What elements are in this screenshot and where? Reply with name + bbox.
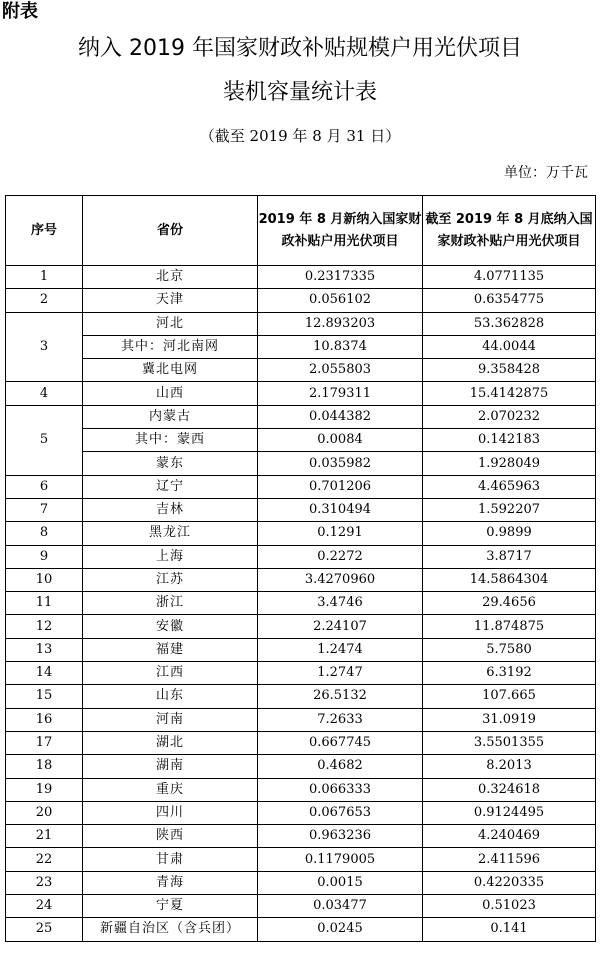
total-capacity-cell: 0.4220335	[423, 871, 596, 894]
table-row	[6, 871, 596, 894]
total-capacity-cell: 31.0919	[423, 708, 596, 731]
total-capacity-cell: 0.142183	[423, 429, 596, 452]
header-no: 序号	[6, 196, 83, 266]
total-capacity-cell: 4.465963	[423, 475, 596, 498]
table-row	[6, 382, 596, 405]
table-row	[6, 825, 596, 848]
province-cell: 天津	[83, 289, 258, 312]
province-cell: 湖南	[83, 755, 258, 778]
total-capacity-cell: 0.324618	[423, 778, 596, 801]
row-number: 17	[6, 731, 83, 754]
total-capacity-cell: 53.362828	[423, 312, 596, 335]
province-cell: 江西	[83, 662, 258, 685]
table-row	[6, 895, 596, 918]
row-number: 13	[6, 638, 83, 661]
new-capacity-cell: 0.1291	[258, 522, 423, 545]
table-row	[6, 522, 596, 545]
new-capacity-cell: 0.0084	[258, 429, 423, 452]
province-cell: 湖北	[83, 731, 258, 754]
total-capacity-cell: 2.070232	[423, 405, 596, 428]
capacity-table	[5, 195, 596, 942]
row-number: 14	[6, 662, 83, 685]
new-capacity-cell: 0.0245	[258, 918, 423, 941]
new-capacity-cell: 2.055803	[258, 359, 423, 382]
new-capacity-cell: 3.4746	[258, 592, 423, 615]
table-row	[6, 731, 596, 754]
province-cell: 辽宁	[83, 475, 258, 498]
table-row	[6, 452, 596, 475]
table-row	[6, 475, 596, 498]
total-capacity-cell: 44.0044	[423, 335, 596, 358]
province-cell: 四川	[83, 801, 258, 824]
new-capacity-cell: 12.893203	[258, 312, 423, 335]
province-cell: 陕西	[83, 825, 258, 848]
row-number: 20	[6, 801, 83, 824]
total-capacity-cell: 2.411596	[423, 848, 596, 871]
new-capacity-cell: 0.067653	[258, 801, 423, 824]
total-capacity-cell: 6.3192	[423, 662, 596, 685]
total-capacity-cell: 9.358428	[423, 359, 596, 382]
table-row	[6, 429, 596, 452]
province-cell: 新疆自治区（含兵团）	[83, 918, 258, 941]
header-province: 省份	[83, 196, 258, 266]
row-number: 1	[6, 266, 83, 289]
table-row	[6, 848, 596, 871]
total-capacity-cell: 14.5864304	[423, 568, 596, 591]
row-number: 8	[6, 522, 83, 545]
province-cell: 黑龙江	[83, 522, 258, 545]
province-cell: 浙江	[83, 592, 258, 615]
new-capacity-cell: 0.2317335	[258, 266, 423, 289]
table-body	[6, 266, 596, 942]
new-capacity-cell: 2.179311	[258, 382, 423, 405]
row-number: 18	[6, 755, 83, 778]
total-capacity-cell: 3.8717	[423, 545, 596, 568]
new-capacity-cell: 0.0015	[258, 871, 423, 894]
page-subtitle: 装机容量统计表	[222, 80, 377, 105]
new-capacity-cell: 0.963236	[258, 825, 423, 848]
table-row	[6, 312, 596, 335]
header-new: 2019 年 8 月新纳入国家财政补贴户用光伏项目	[258, 196, 423, 266]
new-capacity-cell: 0.044382	[258, 405, 423, 428]
province-cell: 其中：蒙西	[83, 429, 258, 452]
table-row	[6, 592, 596, 615]
province-cell: 甘肃	[83, 848, 258, 871]
province-cell: 吉林	[83, 498, 258, 521]
province-cell: 北京	[83, 266, 258, 289]
province-cell: 安徽	[83, 615, 258, 638]
new-capacity-cell: 0.667745	[258, 731, 423, 754]
table-row	[6, 685, 596, 708]
table-row	[6, 498, 596, 521]
total-capacity-cell: 15.4142875	[423, 382, 596, 405]
new-capacity-cell: 0.03477	[258, 895, 423, 918]
row-number: 22	[6, 848, 83, 871]
total-capacity-cell: 0.51023	[423, 895, 596, 918]
total-capacity-cell: 3.5501355	[423, 731, 596, 754]
new-capacity-cell: 0.701206	[258, 475, 423, 498]
row-number: 15	[6, 685, 83, 708]
table-row	[6, 801, 596, 824]
new-capacity-cell: 1.2747	[258, 662, 423, 685]
province-cell: 青海	[83, 871, 258, 894]
province-cell: 冀北电网	[83, 359, 258, 382]
table-header-row	[6, 196, 596, 266]
table-row	[6, 615, 596, 638]
row-number: 3	[6, 312, 83, 382]
total-capacity-cell: 5.7580	[423, 638, 596, 661]
total-capacity-cell: 1.592207	[423, 498, 596, 521]
total-capacity-cell: 0.9124495	[423, 801, 596, 824]
total-capacity-cell: 0.141	[423, 918, 596, 941]
province-cell: 上海	[83, 545, 258, 568]
row-number: 6	[6, 475, 83, 498]
total-capacity-cell: 0.6354775	[423, 289, 596, 312]
row-number: 10	[6, 568, 83, 591]
table-row	[6, 545, 596, 568]
new-capacity-cell: 1.2474	[258, 638, 423, 661]
province-cell: 河南	[83, 708, 258, 731]
new-capacity-cell: 0.035982	[258, 452, 423, 475]
total-capacity-cell: 11.874875	[423, 615, 596, 638]
table-row	[6, 289, 596, 312]
total-capacity-cell: 0.9899	[423, 522, 596, 545]
appendix-label: 附表	[2, 1, 38, 22]
province-cell: 山东	[83, 685, 258, 708]
province-cell: 重庆	[83, 778, 258, 801]
new-capacity-cell: 0.056102	[258, 289, 423, 312]
row-number: 19	[6, 778, 83, 801]
table-row	[6, 568, 596, 591]
province-cell: 宁夏	[83, 895, 258, 918]
new-capacity-cell: 10.8374	[258, 335, 423, 358]
unit-label: 单位：万千瓦	[504, 165, 588, 181]
province-cell: 蒙东	[83, 452, 258, 475]
header-total: 截至 2019 年 8 月底纳入国家财政补贴户用光伏项目	[423, 196, 596, 266]
table-row	[6, 662, 596, 685]
total-capacity-cell: 4.0771135	[423, 266, 596, 289]
deadline-note: （截至 2019 年 8 月 31 日）	[199, 127, 401, 145]
table-row	[6, 778, 596, 801]
new-capacity-cell: 26.5132	[258, 685, 423, 708]
province-cell: 江苏	[83, 568, 258, 591]
total-capacity-cell: 107.665	[423, 685, 596, 708]
total-capacity-cell: 4.240469	[423, 825, 596, 848]
new-capacity-cell: 0.066333	[258, 778, 423, 801]
new-capacity-cell: 0.310494	[258, 498, 423, 521]
row-number: 9	[6, 545, 83, 568]
new-capacity-cell: 0.1179005	[258, 848, 423, 871]
province-cell: 福建	[83, 638, 258, 661]
page-title: 纳入 2019 年国家财政补贴规模户用光伏项目	[78, 36, 522, 61]
table-row	[6, 266, 596, 289]
total-capacity-cell: 8.2013	[423, 755, 596, 778]
province-cell: 河北	[83, 312, 258, 335]
row-number: 12	[6, 615, 83, 638]
new-capacity-cell: 0.2272	[258, 545, 423, 568]
table-row	[6, 359, 596, 382]
total-capacity-cell: 1.928049	[423, 452, 596, 475]
row-number: 5	[6, 405, 83, 475]
new-capacity-cell: 2.24107	[258, 615, 423, 638]
table-row	[6, 755, 596, 778]
new-capacity-cell: 3.4270960	[258, 568, 423, 591]
table-row	[6, 638, 596, 661]
table-row	[6, 918, 596, 941]
new-capacity-cell: 7.2633	[258, 708, 423, 731]
row-number: 24	[6, 895, 83, 918]
row-number: 2	[6, 289, 83, 312]
province-cell: 内蒙古	[83, 405, 258, 428]
row-number: 23	[6, 871, 83, 894]
total-capacity-cell: 29.4656	[423, 592, 596, 615]
row-number: 25	[6, 918, 83, 941]
table-row	[6, 405, 596, 428]
row-number: 21	[6, 825, 83, 848]
row-number: 16	[6, 708, 83, 731]
row-number: 11	[6, 592, 83, 615]
new-capacity-cell: 0.4682	[258, 755, 423, 778]
province-cell: 其中：河北南网	[83, 335, 258, 358]
table-row	[6, 335, 596, 358]
table-row	[6, 708, 596, 731]
row-number: 4	[6, 382, 83, 405]
province-cell: 山西	[83, 382, 258, 405]
row-number: 7	[6, 498, 83, 521]
